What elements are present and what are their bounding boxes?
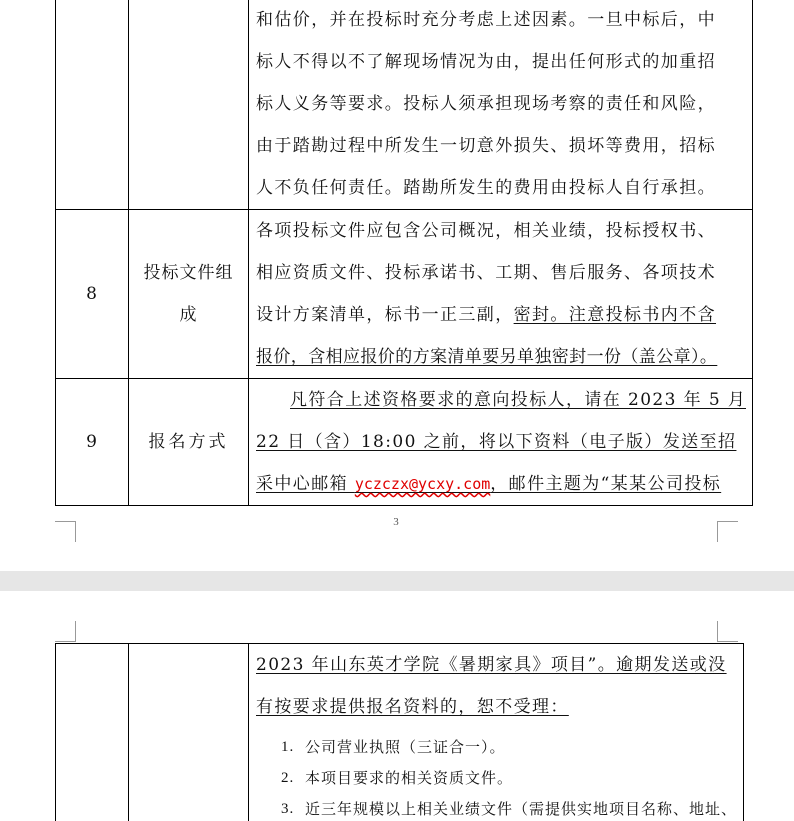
text-line <box>256 463 746 505</box>
content-cell <box>249 210 753 379</box>
list-number: 1. <box>281 739 295 755</box>
row-number: 8 <box>56 210 129 379</box>
number-cell-empty <box>56 0 129 210</box>
text-plain: ，邮件主题为“某某公司投标 <box>490 474 722 494</box>
row-title: 报名方式 <box>129 379 249 506</box>
text-line: 各项投标文件应包含公司概况，相关业绩，投标授权书、 <box>256 221 716 241</box>
list-text: 本项目要求的相关资质文件。 <box>305 769 514 787</box>
content-cell <box>249 0 753 210</box>
row-title-line: 成 <box>179 305 198 325</box>
text-line <box>256 294 746 336</box>
table-row-continued <box>56 0 753 210</box>
content-cell <box>249 644 744 821</box>
text-line: 有按要求提供报名资料的，恕不受理： <box>256 697 569 717</box>
document-page-4 <box>0 591 794 821</box>
table-row-9-continued <box>56 644 744 821</box>
list-text: 近三年规模以上相关业绩文件（需提供实地项目名称、地址、 <box>305 800 738 818</box>
list-item <box>281 732 737 763</box>
page-number: 3 <box>393 516 399 528</box>
text-plain: 设计方案清单，标书一正三副， <box>256 305 514 325</box>
text-line-underlined: 报价，含相应报价的方案清单要另单独密封一份（盖公章）。 <box>256 347 718 367</box>
table-row-8 <box>56 210 753 379</box>
list-item <box>281 763 737 794</box>
table-row-9 <box>56 379 753 506</box>
list-number: 3. <box>281 801 295 817</box>
text-line: 22 日（含）18:00 之前，将以下资料（电子版）发送至招 <box>256 432 737 452</box>
row-title-line: 投标文件组 <box>143 263 234 283</box>
document-list <box>249 728 743 821</box>
text-line: 相应资质文件、投标承诺书、工期、售后服务、各项技术 <box>256 263 716 283</box>
page-separator <box>0 571 794 591</box>
text-line: 人不负任何责任。踏勘所发生的费用由投标人自行承担。 <box>256 178 716 198</box>
text-line: 2023 年山东英才学院《暑期家具》项目”。逾期发送或没 <box>256 655 727 675</box>
content-cell <box>249 379 753 506</box>
number-cell-empty <box>56 644 129 821</box>
list-text: 公司营业执照（三证合一）。 <box>305 738 506 756</box>
text-line: 凡符合上述资格要求的意向投标人，请在 2023 年 5 月 <box>290 390 747 410</box>
text-line: 标人不得以不了解现场情况为由，提出任何形式的加重招 <box>256 52 716 72</box>
row-number: 9 <box>56 379 129 506</box>
margin-corner-mark <box>55 521 76 542</box>
margin-corner-mark <box>717 621 738 642</box>
margin-corner-mark <box>55 621 76 642</box>
text-line: 和估价，并在投标时充分考虑上述因素。一旦中标后，中 <box>256 10 716 30</box>
requirements-table-continued <box>55 643 744 821</box>
text-plain: 采中心邮箱 <box>256 474 355 494</box>
list-number: 2. <box>281 770 295 786</box>
requirements-table <box>55 0 753 506</box>
row-title <box>129 210 249 379</box>
text-underlined: 密封。注意投标书内不含 <box>513 305 717 325</box>
title-cell-empty <box>129 644 249 821</box>
email-address: yczczx@ycxy.com <box>354 475 491 493</box>
text-line: 标人义务等要求。投标人须承担现场考察的责任和风险， <box>256 94 716 114</box>
text-line: 由于踏勘过程中所发生一切意外损失、损坏等费用，招标 <box>256 136 716 156</box>
margin-corner-mark <box>717 521 738 542</box>
title-cell-empty <box>129 0 249 210</box>
list-item <box>281 794 737 821</box>
